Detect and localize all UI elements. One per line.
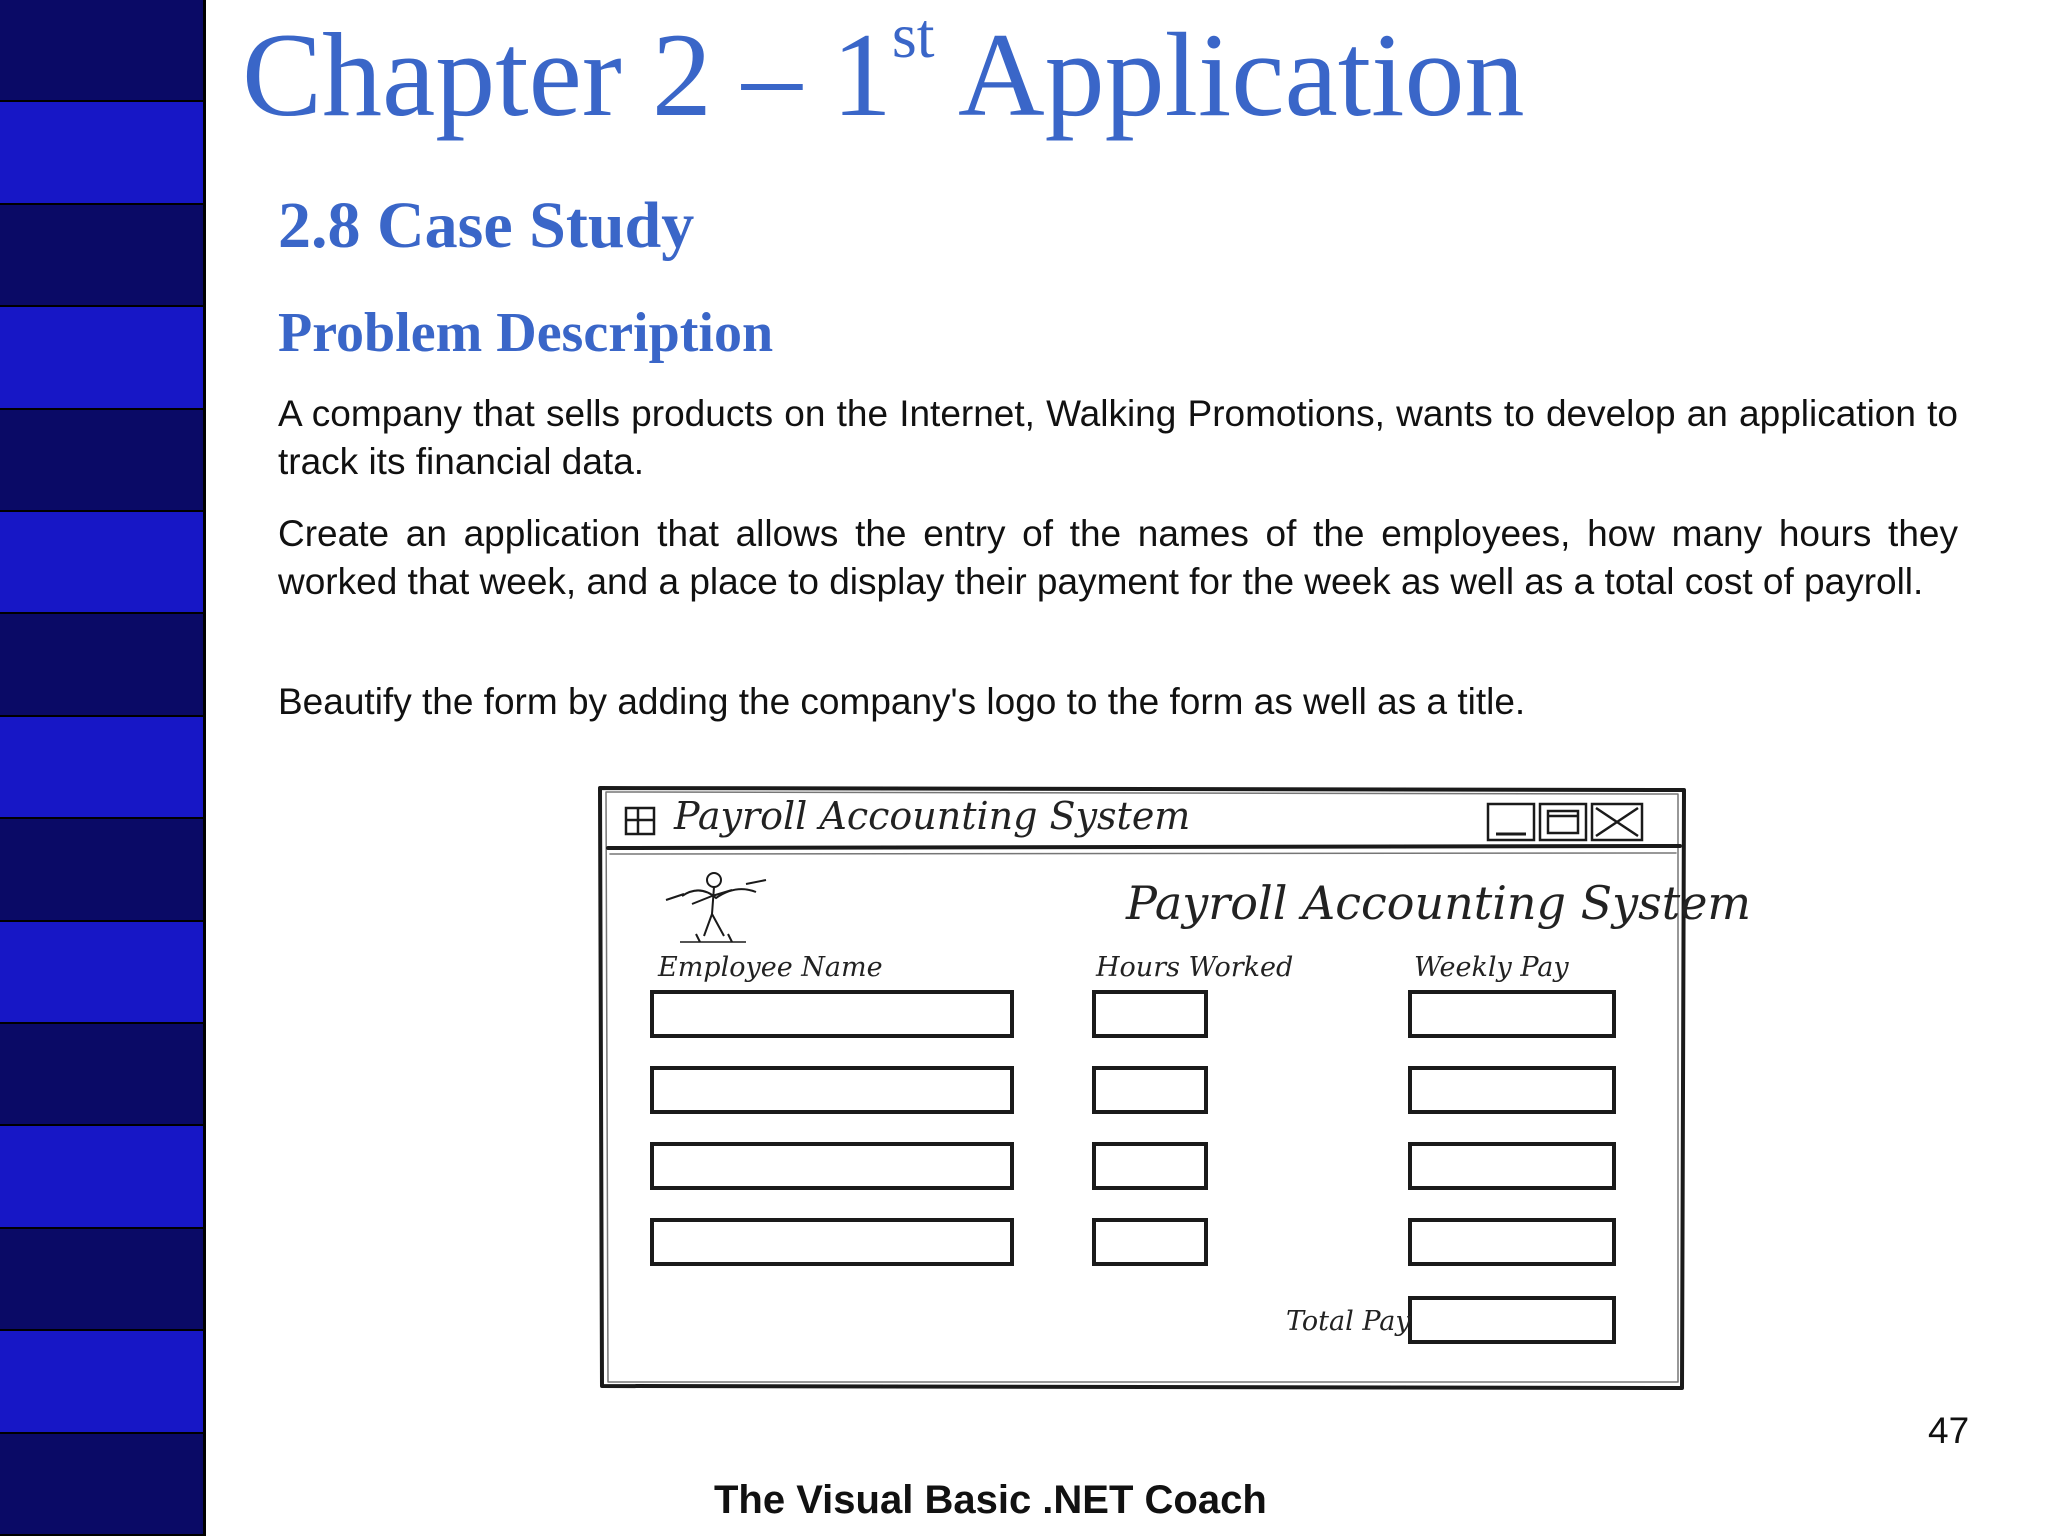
hours-worked-box — [1094, 1144, 1206, 1188]
bar-block — [0, 512, 206, 614]
bar-block — [0, 614, 206, 716]
employee-name-box — [652, 1220, 1012, 1264]
bar-block — [0, 1229, 206, 1331]
chapter-title-main: Chapter 2 – 1 — [242, 8, 892, 141]
hours-worked-box — [1094, 992, 1206, 1036]
window-menu-icon — [626, 808, 654, 834]
bar-block — [0, 717, 206, 819]
total-pay-label: Total Pay — [1286, 1306, 1411, 1337]
footer: The Visual Basic .NET Coach — [714, 1478, 1267, 1522]
hours-worked-box — [1094, 1068, 1206, 1112]
page-number: 47 — [1928, 1410, 1970, 1451]
bar-block — [0, 922, 206, 1024]
chapter-title-superscript: st — [891, 0, 935, 71]
form-title: Payroll Accounting System — [1126, 876, 1752, 930]
bar-block — [0, 1331, 206, 1433]
minimize-icon — [1488, 804, 1534, 840]
weekly-pay-box — [1410, 1068, 1614, 1112]
bar-block — [0, 1024, 206, 1126]
page-title — [242, 0, 1524, 150]
bar-block — [0, 102, 206, 204]
bar-block — [0, 307, 206, 409]
weekly-pay-box — [1410, 1220, 1614, 1264]
paragraph: A company that sells products on the Internet, Walking Promotions, wants to develop an application to track its financial data. — [278, 393, 1958, 482]
employee-name-label: Employee Name — [658, 952, 883, 983]
total-pay-box — [1410, 1298, 1614, 1342]
weekly-pay-box — [1410, 992, 1614, 1036]
bar-block — [0, 1126, 206, 1228]
weekly-pay-box — [1410, 1144, 1614, 1188]
bar-block — [0, 0, 206, 102]
bar-block — [0, 410, 206, 512]
hours-worked-label: Hours Worked — [1096, 952, 1294, 983]
chapter-title-end: Application — [934, 8, 1525, 141]
paragraph: Beautify the form by adding the company's logo to the form as well as a title. — [278, 681, 1526, 722]
paragraph: Create an application that allows the entry of the names of the employees, how many hours they worked that week, and a place to display their payment for the week as well as a total cost of payroll. — [278, 513, 1958, 602]
bar-block — [0, 819, 206, 921]
company-logo-icon — [666, 873, 766, 942]
hours-worked-box — [1094, 1220, 1206, 1264]
employee-name-box — [652, 992, 1012, 1036]
window-title: Payroll Accounting System — [674, 794, 1191, 838]
weekly-pay-label: Weekly Pay — [1414, 952, 1569, 983]
close-icon — [1592, 804, 1642, 840]
payroll-form-sketch — [596, 784, 1752, 1394]
subsection-title: Problem Description — [278, 302, 774, 364]
employee-name-box — [652, 1068, 1012, 1112]
section-title: 2.8 Case Study — [278, 189, 695, 262]
maximize-icon — [1540, 804, 1586, 840]
bar-block — [0, 205, 206, 307]
bar-block — [0, 1434, 206, 1536]
left-decorative-bar — [0, 0, 206, 1536]
employee-name-box — [652, 1144, 1012, 1188]
